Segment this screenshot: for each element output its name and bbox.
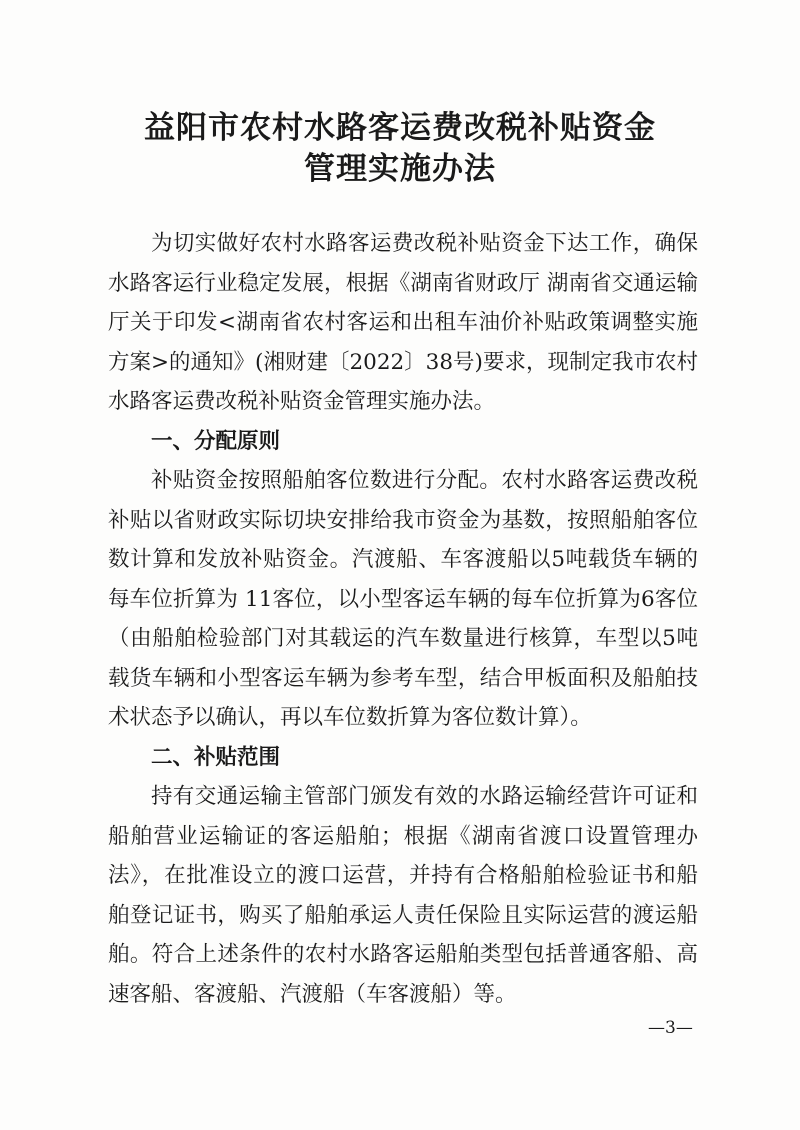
page-number: —3— (648, 1018, 693, 1038)
document-title-line1: 益阳市农村水路客运费改税补贴资金 (144, 110, 656, 146)
section1-heading: 一、分配原则 (151, 428, 281, 454)
document-body (108, 224, 698, 1014)
section2-heading: 二、补贴范围 (151, 744, 281, 770)
section2-paragraph: 持有交通运输主管部门颁发有效的水路运输经营许可证和船舶营业运输证的客运船舶；根据《湖南省渡口设置管理办法》，在批准设立的渡口运营，并持有合格船舶检验证书和船舶登记证书，购买了船舶承运人责任保险且实际运营的渡运船舶。符合上述条件的农村水路客运船舶类型包括普通客船、高速客船、客渡船、汽渡船（车客渡船）等。 (108, 784, 698, 1007)
section1-paragraph: 补贴资金按照船舶客位数进行分配。农村水路客运费改税补贴以省财政实际切块安排给我市资金为基数，按照船舶客位数计算和发放补贴资金。汽渡船、车客渡船以5吨载货车辆的每车位折算为 11客位，以小型客运车辆的每车位折算为6客位（由船舶检验部门对其载运的汽车数量进行核算，车型以5吨载货车辆和小型客运车辆为参考车型，结合甲板面积及船舶技术状态予以确认，再以车位数折算为客位数计算）。 (108, 468, 698, 730)
intro-paragraph: 为切实做好农村水路客运费改税补贴资金下达工作，确保水路客运行业稳定发展，根据《湖南省财政厅 湖南省交通运输厅关于印发<湖南省农村客运和出租车油价补贴政策调整实施方案>的通知》(湘财建〔2022〕38号)要求，现制定我市农村水路客运费改税补贴资金管理实施办法。 (108, 231, 698, 414)
document-title-line2: 管理实施办法 (304, 151, 496, 187)
